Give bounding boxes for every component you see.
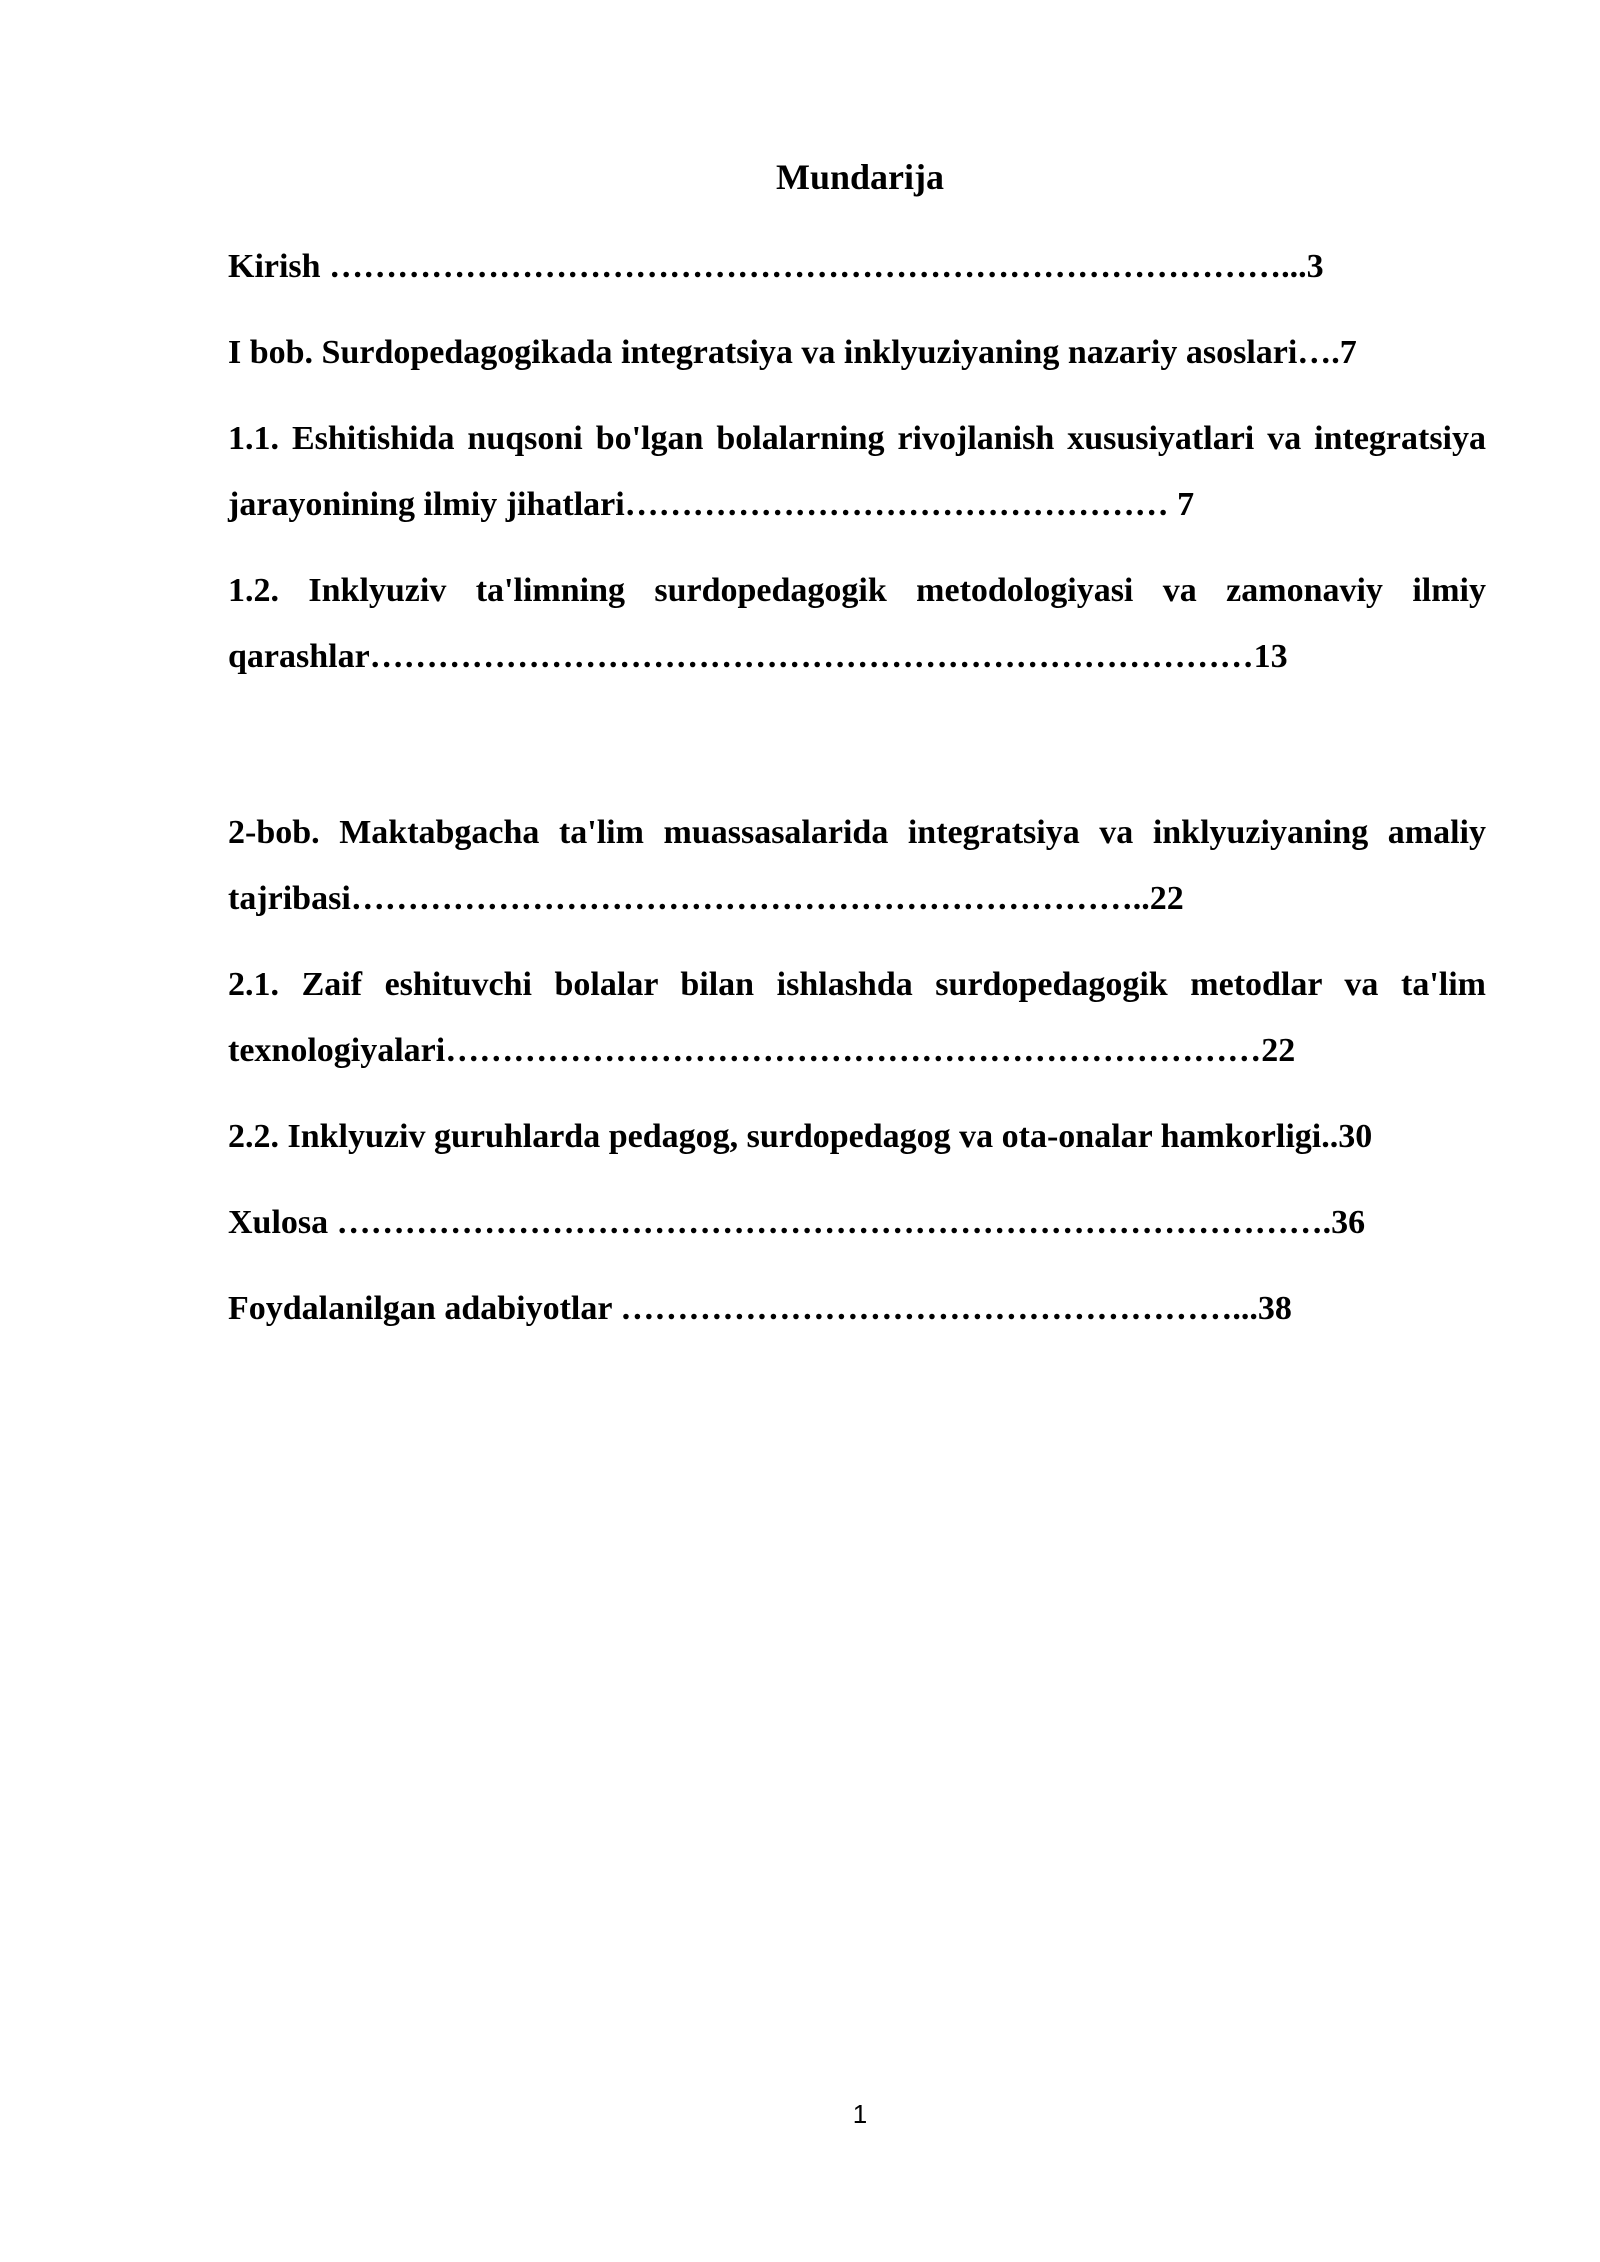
- toc-entry-chapter-2: 2-bob. Maktabgacha ta'lim muassasalarida integratsiya va inklyuziyaning amaliy tajribasi……………………………………………………………..22: [228, 814, 1486, 917]
- toc-entry-section-2-2: 2.2. Inklyuziv guruhlarda pedagog, surdopedagog va ota-onalar hamkorligi..30: [228, 1118, 1373, 1155]
- toc-entry-references: Foydalanilgan adabiyotlar ………………………………………………...38: [228, 1290, 1292, 1327]
- toc-entry-chapter-1: I bob. Surdopedagogikada integratsiya va inklyuziyaning nazariy asoslari….7: [228, 334, 1357, 371]
- toc-entry-section-1-1: 1.1. Eshitishida nuqsoni bo'lgan bolalarning rivojlanish xususiyatlari va integratsiya jarayonining ilmiy jihatlari………………………………………… 7: [228, 420, 1486, 523]
- toc-entry-xulosa: Xulosa …………………………………………………………………………….36: [228, 1204, 1366, 1241]
- page-number: 1: [852, 2099, 868, 2129]
- toc-entry-section-1-2: 1.2. Inklyuziv ta'limning surdopedagogik metodologiyasi va zamonaviy ilmiy qarashlar……………………………………………………………………13: [228, 572, 1486, 675]
- toc-entry-kirish: Kirish …………………………………………………………………………...3: [228, 248, 1324, 285]
- toc-entry-section-2-1: 2.1. Zaif eshituvchi bolalar bilan ishlashda surdopedagogik metodlar va ta'lim texnologiyalari………………………………………………………………22: [228, 966, 1486, 1069]
- page-title: Mundarija: [775, 157, 944, 197]
- table-of-contents: [228, 234, 1486, 1362]
